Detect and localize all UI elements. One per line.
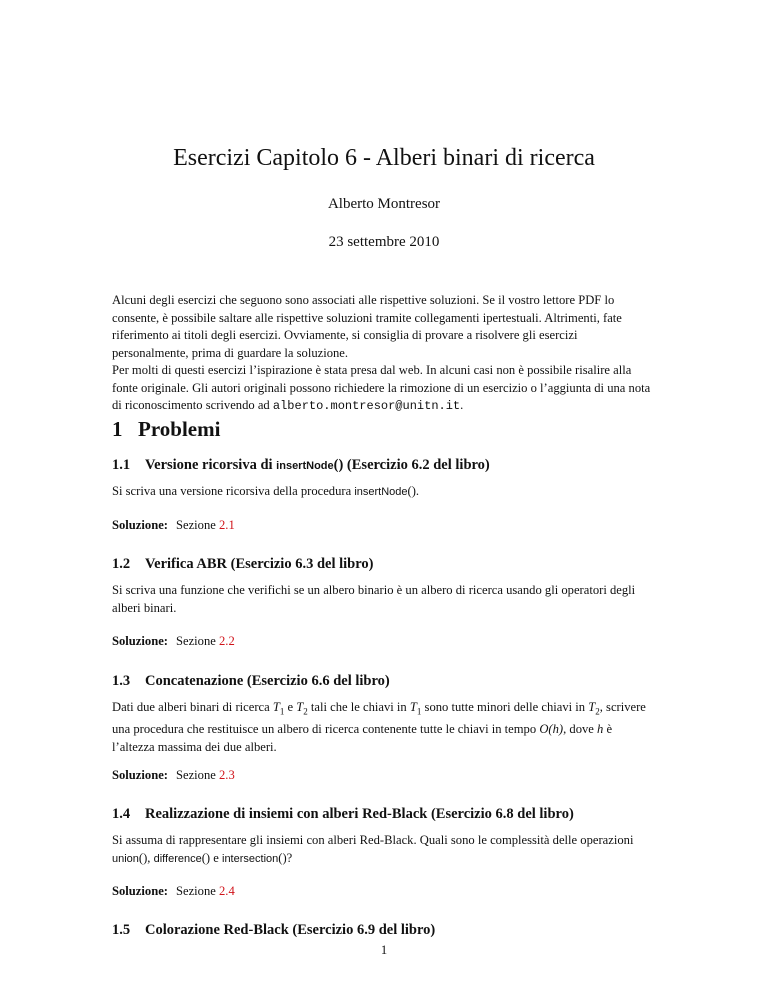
text-part: Dati due alberi binari di ricerca — [112, 700, 273, 714]
author: Alberto Montresor — [327, 196, 441, 212]
abstract-p2-text: Per molti di questi esercizi l’ispirazione è stata presa dal web. In alcuni casi non è possibile risalire alla fonte originale. Gli autori originali possono richiedere la rimozione di un esercizio o l’aggiunta di una nota di riconoscimento scrivendo ad — [112, 363, 651, 412]
operation-name: intersection — [222, 852, 279, 865]
abstract-p2-end: . — [460, 398, 464, 412]
solution-ref-number[interactable]: 2.4 — [219, 884, 235, 898]
math-t2 — [588, 700, 600, 717]
solution-ref-number[interactable]: 2.1 — [219, 518, 235, 532]
date: 23 settembre 2010 — [328, 234, 440, 250]
math-complexity: O(h) — [539, 722, 564, 737]
math-t1 — [272, 700, 285, 717]
solution-ref-number[interactable]: 2.2 — [219, 634, 235, 648]
solution-link[interactable]: Sezione 2.1 — [175, 518, 235, 532]
exercise-3-text — [112, 699, 656, 756]
math-t2 — [296, 700, 308, 717]
solution-link[interactable]: Sezione 2.3 — [175, 768, 235, 782]
section-heading — [112, 416, 220, 442]
text-part: , dove — [563, 722, 598, 737]
exercise-number: 1.4 — [112, 806, 131, 822]
exercise-2-heading — [112, 555, 373, 574]
exercise-title: Realizzazione di insiemi con alberi Red-Black (Esercizio 6.8 del libro) — [145, 806, 574, 822]
operation-name: difference — [153, 852, 202, 865]
abstract-paragraph-2 — [112, 362, 656, 416]
exercise-3-solution — [112, 767, 235, 784]
exercise-title: Verifica ABR (Esercizio 6.3 del libro) — [145, 556, 374, 572]
abstract — [112, 292, 656, 416]
math-symbol: T — [272, 700, 280, 714]
text-part: , scrivere una procedura che restituisce un albero di ricerca contenente tutte le chiavi in tempo — [112, 700, 646, 737]
solution-link[interactable]: Sezione 2.4 — [175, 884, 235, 898]
exercise-title-tail: () (Esercizio 6.2 del libro) — [333, 457, 490, 473]
math-h: h — [597, 722, 604, 737]
exercise-5-heading — [112, 921, 435, 940]
exercise-4-solution — [112, 883, 235, 900]
section-number: 1 — [112, 417, 123, 441]
document-title: Esercizi Capitolo 6 - Alberi binari di ricerca — [173, 145, 595, 171]
text-part: sono tutte minori delle chiavi in — [421, 700, 589, 714]
exercise-title: Colorazione Red-Black (Esercizio 6.9 del libro) — [145, 922, 436, 938]
abstract-paragraph-1: Alcuni degli esercizi che seguono sono associati alle rispettive soluzioni. Se il vostro lettore PDF lo consente, è possibile saltare alle rispettive soluzioni tramite collegamenti ipertestuali. Altrimenti, fate riferimento ai titoli degli esercizi. Ovviamente, si consiglia di provare a risolvere gli esercizi personalmente, prima di guardare la soluzione. — [112, 293, 622, 360]
exercise-number: 1.2 — [112, 556, 131, 572]
exercise-2-text: Si scriva una funzione che verifichi se un albero binario è un albero di ricerca usando gli operatori degli alberi binari. — [112, 583, 636, 615]
exercise-1-heading — [112, 456, 490, 476]
math-subscript: 2 — [595, 706, 600, 717]
section-title: Problemi — [138, 417, 221, 441]
exercise-2-solution — [112, 633, 235, 650]
solution-label: Soluzione: — [112, 634, 168, 648]
solution-label: Soluzione: — [112, 884, 168, 898]
math-symbol: T — [588, 700, 596, 714]
exercise-4-text: Si assuma di rappresentare gli insiemi con alberi Red-Black. Quali sono le complessità delle operazioni union(), difference() e intersection()? — [112, 833, 634, 865]
exercise-title: Concatenazione (Esercizio 6.6 del libro) — [145, 673, 390, 689]
exercise-text-tail: (). — [407, 484, 420, 498]
operation-name: union — [112, 852, 139, 865]
text-part: e — [284, 700, 297, 714]
math-subscript: 1 — [416, 706, 422, 717]
procedure-name: insertNode — [354, 486, 408, 498]
exercise-title: Versione ricorsiva di — [145, 457, 277, 473]
exercise-text: Si assuma di rappresentare gli insiemi con alberi Red-Black. Quali sono le complessità delle operazioni — [112, 833, 634, 847]
page-number: 1 — [380, 943, 388, 957]
exercise-1-text — [112, 483, 656, 502]
exercise-number: 1.1 — [112, 457, 131, 473]
exercise-number: 1.5 — [112, 922, 131, 938]
procedure-name: insertNode — [276, 460, 334, 472]
exercise-text: Si scriva una versione ricorsiva della procedura — [112, 484, 355, 498]
math-symbol: T — [409, 700, 417, 714]
solution-link[interactable]: Sezione 2.2 — [175, 634, 235, 648]
solution-label: Soluzione: — [112, 768, 168, 782]
math-t1 — [409, 700, 422, 717]
email-link[interactable]: alberto.montresor@unitn.it — [272, 399, 461, 413]
text-part: è l’altezza massima dei due alberi. — [112, 722, 613, 754]
math-subscript: 2 — [303, 706, 308, 717]
exercise-1-solution — [112, 517, 235, 534]
solution-label: Soluzione: — [112, 518, 168, 532]
math-subscript: 1 — [279, 706, 285, 717]
text-part: tali che le chiavi in — [307, 700, 410, 714]
math-symbol: T — [296, 700, 304, 714]
exercise-4-heading — [112, 805, 574, 824]
exercise-number: 1.3 — [112, 673, 131, 689]
solution-ref-number[interactable]: 2.3 — [219, 768, 235, 782]
exercise-3-heading — [112, 672, 390, 691]
